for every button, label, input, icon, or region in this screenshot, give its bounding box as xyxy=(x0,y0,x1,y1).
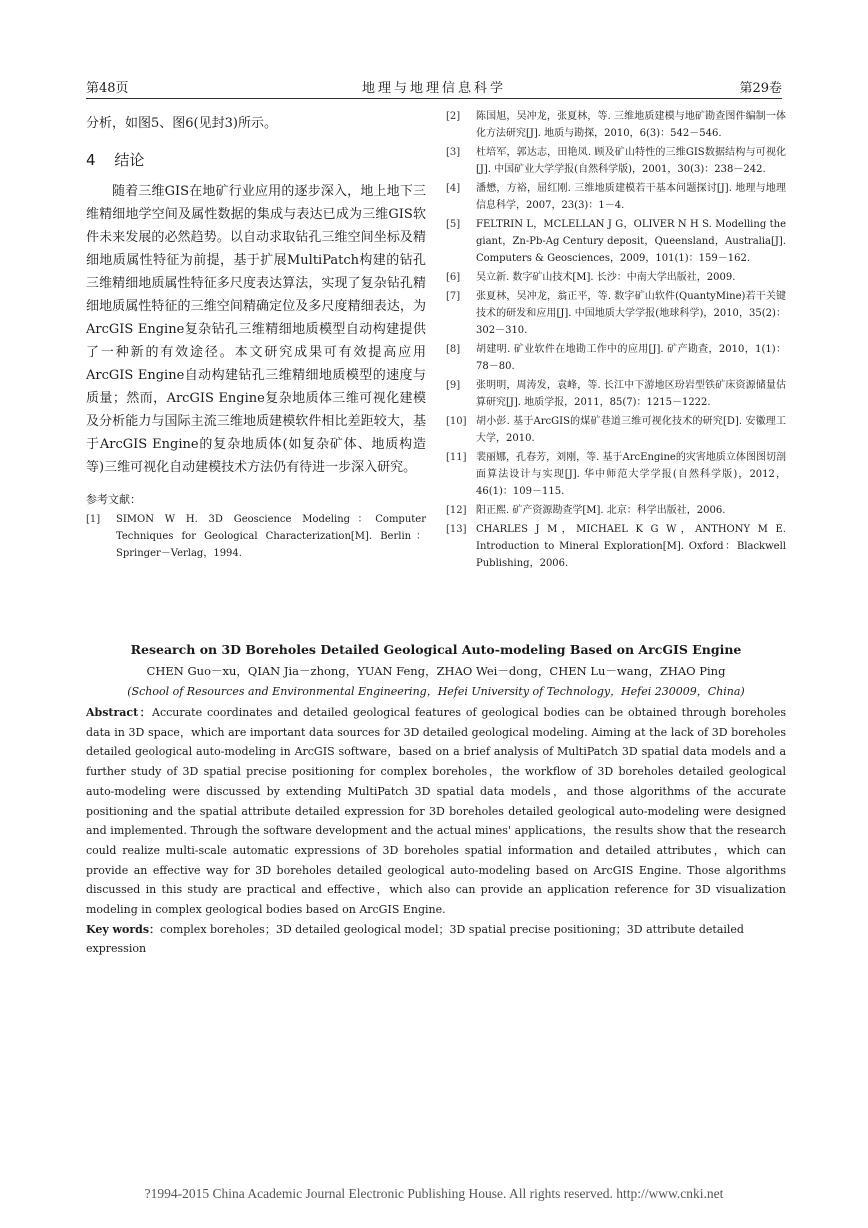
journal-name: 地理与地理信息科学 xyxy=(361,80,506,96)
reference-text: 杜培军，郭达志，田艳凤. 顾及矿山特性的三维GIS数据结构与可视化[J]. 中国矿业大学学报(自然科学版)，2001，30(3)：238－242. xyxy=(476,147,786,175)
reference-number: [13] xyxy=(446,524,467,535)
english-affiliation: (School of Resources and Environmental Engineering，Hefei University of Technology，Hefei 230009，China) xyxy=(127,685,745,698)
section-heading xyxy=(86,149,426,170)
reference-number: [5] xyxy=(446,219,461,230)
intro-paragraph: 分析，如图5、图6(见封3)所示。 xyxy=(86,116,277,131)
reference-number: [9] xyxy=(446,380,461,391)
reference-number: [3] xyxy=(446,147,461,158)
english-abstract-block xyxy=(86,642,786,959)
reference-item xyxy=(446,449,786,500)
reference-text: 潘懋，方裕，屈红刚. 三维地质建模若干基本问题探讨[J]. 地理与地理信息科学，2007，23(3)：1－4. xyxy=(476,183,786,211)
reference-item xyxy=(446,144,786,178)
reference-item xyxy=(446,180,786,214)
reference-text: 胡小彭. 基于ArcGIS的煤矿巷道三维可视化技术的研究[D]. 安徽理工大学，2010. xyxy=(476,416,786,444)
section-number: 4 xyxy=(86,151,96,169)
copyright-footer: ?1994-2015 China Academic Journal Electronic Publishing House. All rights reserved. http://www.cnki.net xyxy=(144,1186,724,1201)
left-column xyxy=(86,112,426,564)
section-title: 结论 xyxy=(114,151,145,169)
reference-list xyxy=(446,108,786,572)
abstract-text: Accurate coordinates and detailed geological features of geological bodies can be obtained through boreholes data in 3D space，which are important data sources for 3D detailed geological modeling. Aiming at the lack of 3D boreholes detailed geological auto-modeling in ArcGIS software，based on a brief analysis of MultiPatch 3D spatial data models and a further study of 3D spatial precise positioning for complex boreholes，the workflow of 3D boreholes detailed geological auto-modeling were discussed by extending MultiPatch 3D spatial data models，and those algorithms of the accurate positioning and the spatial attribute detailed expression for 3D boreholes detailed geological auto-modeling were designed and implemented. Through the software development and the actual mines' applications，the results show that the research could realize multi-scale automatic expressions of 3D boreholes spatial information and detailed attributes，which can provide an effective way for 3D boreholes detailed geological auto-modeling based on ArcGIS Engine. Those algorithms discussed in this study are practical and effective，which also can provide an application reference for 3D visualization modeling in complex geological bodies based on ArcGIS Engine. xyxy=(86,706,786,917)
reference-item xyxy=(446,413,786,447)
reference-item xyxy=(446,269,786,286)
keywords-label: Key words： xyxy=(86,922,161,936)
reference-number: [8] xyxy=(446,344,461,355)
english-abstract xyxy=(86,703,786,920)
reference-number: [11] xyxy=(446,452,467,463)
reference-text: CHARLES J M，MICHAEL K G W，ANTHONY M E. Introduction to Mineral Exploration[M]. Oxford：Blackwell Publishing，2006. xyxy=(476,524,786,569)
reference-text: 裴丽娜，孔春芳，刘刚，等. 基于ArcEngine的灾害地质立体图图切剖面算法设计与实现[J]. 华中师范大学学报(自然科学版)，2012，46(1)：109－115. xyxy=(476,452,786,497)
reference-text: 阳正熙. 矿产资源勘查学[M]. 北京：科学出版社，2006. xyxy=(476,505,726,516)
reference-number: [1] xyxy=(86,514,101,525)
reference-item xyxy=(446,521,786,572)
keywords-text: complex boreholes；3D detailed geological model；3D spatial precise positioning；3D attribute detailed expression xyxy=(86,922,744,956)
reference-item xyxy=(446,502,786,519)
reference-number: [4] xyxy=(446,183,461,194)
running-header xyxy=(86,74,782,99)
reference-item xyxy=(86,511,426,562)
english-title: Research on 3D Boreholes Detailed Geological Auto-modeling Based on ArcGIS Engine xyxy=(130,642,742,657)
reference-item xyxy=(446,288,786,339)
reference-number: [12] xyxy=(446,505,467,516)
reference-text: SIMON W H. 3D Geoscience Modeling：Computer Techniques for Geological Characterization[M]. Berlin：Springer－Verlag，1994. xyxy=(116,514,426,559)
reference-text: 吴立新. 数字矿山技术[M]. 长沙：中南大学出版社，2009. xyxy=(476,272,736,283)
reference-item xyxy=(446,216,786,267)
reference-text: 陈国旭，吴冲龙，张夏林，等. 三维地质建模与地矿勘查图件编制一体化方法研究[J]. 地质与勘探，2010，6(3)：542－546. xyxy=(476,111,786,139)
volume-number: 第29卷 xyxy=(739,80,782,96)
reference-number: [10] xyxy=(446,416,467,427)
reference-item xyxy=(446,377,786,411)
reference-text: FELTRIN L，MCLELLAN J G，OLIVER N H S. Modelling the giant，Zn-Pb-Ag Century deposit，Queensland，Australia[J]. Computers & Geosciences，2009，101(1)：159－162. xyxy=(476,219,786,264)
reference-number: [2] xyxy=(446,111,461,122)
reference-item xyxy=(446,341,786,375)
reference-number: [6] xyxy=(446,272,461,283)
right-column xyxy=(446,108,786,574)
reference-text: 张夏林，吴冲龙，翁正平，等. 数字矿山软件(QuantyMine)若干关键技术的研发和应用[J]. 中国地质大学学报(地球科学)，2010，35(2)：302－310. xyxy=(476,291,786,336)
reference-text: 胡建明. 矿业软件在地勘工作中的应用[J]. 矿产勘查，2010，1(1)：78－80. xyxy=(476,344,786,372)
abstract-label: Abstract： xyxy=(86,706,153,719)
english-authors: CHEN Guo－xu，QIAN Jia－zhong，YUAN Feng，ZHAO Wei－dong，CHEN Lu－wang，ZHAO Ping xyxy=(146,664,726,678)
reference-number: [7] xyxy=(446,291,461,302)
reference-text: 张明明，周涛发，袁峰，等. 长江中下游地区玢岩型铁矿床资源储量估算研究[J]. 地质学报，2011，85(7)：1215－1222. xyxy=(476,380,786,408)
references-heading: 参考文献： xyxy=(86,493,141,506)
reference-item xyxy=(446,108,786,142)
page-number: 第48页 xyxy=(86,80,129,96)
conclusion-paragraph: 随着三维GIS在地矿行业应用的逐步深入，地上地下三维精细地学空间及属性数据的集成与表达已成为三维GIS软件未来发展的必然趋势。以自动求取钻孔三维空间坐标及精细地质属性特征为前提，基于扩展MultiPatch构建的钻孔三维精细地质属性特征多尺度表达算法，实现了复杂钻孔精细地质属性特征的三维空间精确定位及多尺度精细表达，为ArcGIS Engine复杂钻孔三维精细地质模型自动构建提供了一种新的有效途径。本文研究成果可有效提高应用ArcGIS Engine自动构建钻孔三维精细地质模型的速度与质量；然而，ArcGIS Engine复杂地质体三维可视化建模及分析能力与国际主流三维地质建模软件相比差距较大，基于ArcGIS Engine的复杂地质体(如复杂矿体、地质构造等)三维可视化自动建模技术方法仍有待进一步深入研究。 xyxy=(86,184,426,475)
english-keywords xyxy=(86,920,786,959)
